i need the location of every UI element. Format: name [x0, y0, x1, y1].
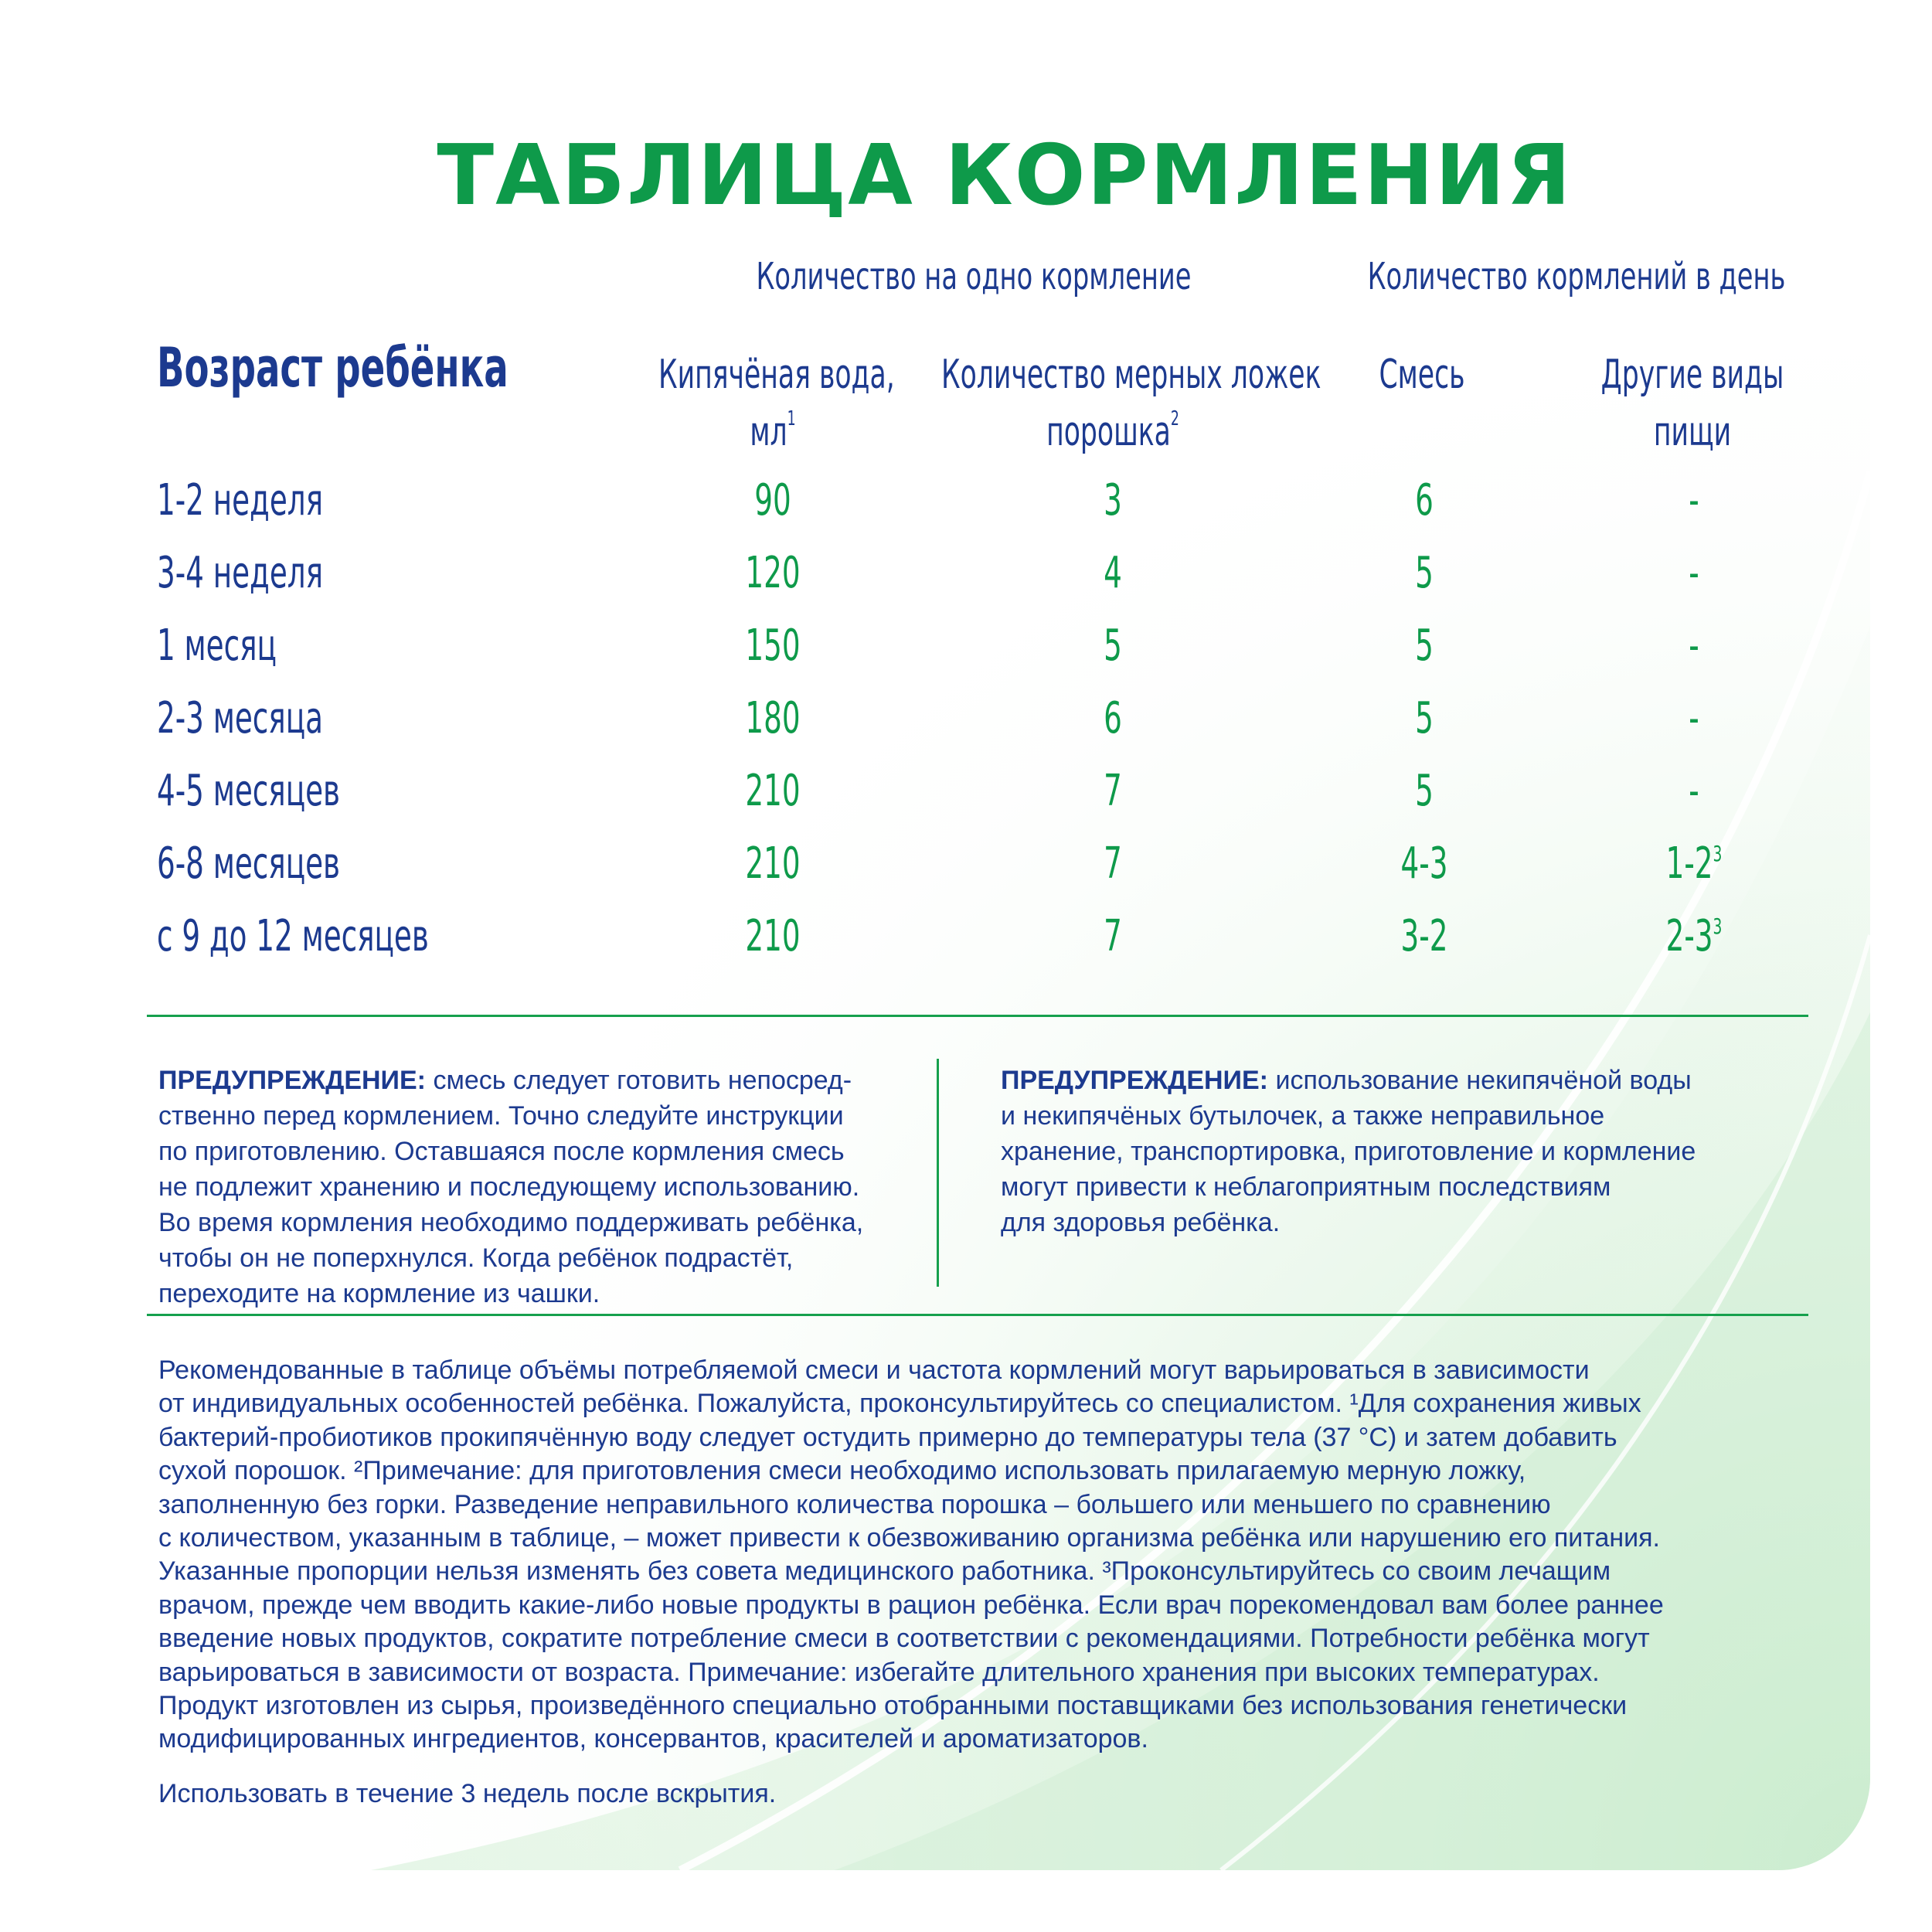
table-row — [0, 548, 1932, 621]
cell-spoons: 7 — [1104, 838, 1122, 889]
cell-other — [1608, 693, 1780, 743]
footnote-marker: 3 — [1713, 913, 1723, 939]
divider-vertical — [937, 1059, 939, 1287]
column-header-spoons-line1: Количество мерных ложек — [941, 352, 1321, 398]
cell-water: 180 — [745, 693, 801, 743]
cell-other — [1608, 475, 1780, 526]
cell-other-value: - — [1689, 475, 1699, 526]
warning-left — [158, 1063, 962, 1311]
footnote-line: Указанные пропорции нельзя изменять без совета медицинского работника. ³Проконсультируйтесь со своим лечащим — [158, 1556, 1611, 1587]
cell-water: 150 — [745, 621, 801, 671]
table-row — [0, 693, 1932, 766]
cell-formula: 4-3 — [1400, 838, 1448, 889]
warning-left-line: по приготовлению. Оставшаяся после кормления смесь — [158, 1137, 845, 1166]
cell-age: 2-3 месяца — [157, 693, 323, 743]
page-title: ТАБЛИЦА КОРМЛЕНИЯ — [437, 128, 1573, 224]
cell-formula: 6 — [1415, 475, 1434, 526]
usage-note: Использовать в течение 3 недель после вскрытия. — [158, 1779, 777, 1808]
group-header-per-feeding: Количество на одно кормление — [756, 255, 1192, 298]
cell-other-value: - — [1689, 693, 1699, 743]
warning-left-label: ПРЕДУПРЕЖДЕНИЕ: — [158, 1066, 426, 1095]
cell-age: 1 месяц — [157, 621, 277, 671]
warning-left-line: переходите на кормление из чашки. — [158, 1279, 600, 1308]
cell-water: 210 — [745, 766, 801, 816]
warning-left-line: ственно перед кормлением. Точно следуйте инструкции — [158, 1101, 844, 1131]
warning-left-line — [158, 1063, 962, 1098]
cell-other-value: 2-3 — [1665, 911, 1713, 961]
warning-left-text: смесь следует готовить непосред- — [426, 1066, 852, 1095]
warning-right-line: и некипячёных бутылочек, а также неправильное — [1001, 1101, 1605, 1131]
cell-spoons: 7 — [1104, 911, 1122, 961]
column-header-other-line2: пищи — [1653, 409, 1732, 455]
column-header-age: Возраст ребёнка — [157, 336, 509, 400]
cell-other-value: - — [1689, 548, 1699, 598]
cell-water: 90 — [754, 475, 791, 526]
column-header-spoons-word: порошка — [1046, 409, 1171, 455]
footnote-line: введение новых продуктов, сократите потребление смеси в соответствии с рекомендациями. Потребности ребёнка могут — [158, 1624, 1650, 1654]
table-row — [0, 621, 1932, 693]
column-header-formula: Смесь — [1379, 352, 1465, 398]
cell-spoons: 4 — [1104, 548, 1122, 598]
table-row — [0, 838, 1932, 911]
footnote-line: с количеством, указанным в таблице, – может привести к обезвоживанию организма ребёнка или нарушению его питания. — [158, 1523, 1660, 1553]
footnote-line: Продукт изготовлен из сырья, произведённого специально отобранными поставщиками без использования генетически — [158, 1691, 1628, 1721]
column-header-spoons — [941, 346, 1321, 461]
warning-right-line — [1001, 1063, 1820, 1098]
footnote-line: заполненную без горки. Разведение неправильного количества порошка – большего или меньшего по сравнению — [158, 1489, 1551, 1519]
footnote-line: Рекомендованные в таблице объёмы потребляемой смеси и частота кормлений могут варьироваться в зависимости — [158, 1355, 1590, 1385]
footnote-line: модифицированных ингредиентов, консервантов, красителей и ароматизаторов. — [158, 1724, 1148, 1754]
cell-spoons: 7 — [1104, 766, 1122, 816]
warning-right-line: для здоровья ребёнка. — [1001, 1208, 1281, 1237]
cell-spoons: 5 — [1104, 621, 1122, 671]
cell-formula: 5 — [1415, 548, 1434, 598]
cell-other — [1608, 911, 1780, 961]
warning-right-label: ПРЕДУПРЕЖДЕНИЕ: — [1001, 1066, 1268, 1095]
cell-formula: 5 — [1415, 766, 1434, 816]
cell-water: 210 — [745, 838, 801, 889]
warning-right — [1001, 1063, 1820, 1240]
column-header-water-unit: мл — [750, 409, 787, 455]
cell-age: 4-5 месяцев — [157, 766, 341, 816]
divider-bottom — [147, 1314, 1808, 1316]
warning-left-line: не подлежит хранению и последующему использованию. — [158, 1172, 860, 1202]
cell-other-value: - — [1689, 766, 1699, 816]
cell-other — [1608, 621, 1780, 671]
cell-other — [1608, 548, 1780, 598]
cell-age: с 9 до 12 месяцев — [157, 911, 429, 961]
column-header-water-line2 — [658, 403, 887, 461]
footnote-line: врачом, прежде чем вводить какие-либо новые продукты в рацион ребёнка. Если врач порекомендовал вам более раннее — [158, 1590, 1664, 1620]
column-header-water — [658, 346, 895, 461]
cell-water: 210 — [745, 911, 801, 961]
cell-age: 1-2 неделя — [157, 475, 324, 526]
cell-formula: 5 — [1415, 693, 1434, 743]
column-header-other-line1: Другие виды — [1600, 352, 1784, 398]
cell-age: 6-8 месяцев — [157, 838, 341, 889]
table-row — [0, 475, 1932, 548]
footnote-line: от индивидуальных особенностей ребёнка. Пожалуйста, проконсультируйтесь со специалистом. ¹Для сохранения живых — [158, 1389, 1641, 1419]
footnotes — [158, 1354, 1808, 1757]
footnote-line: варьироваться в зависимости от возраста. Примечание: избегайте длительного хранения при высоких температурах. — [158, 1657, 1600, 1687]
warning-left-line: чтобы он не поперхнулся. Когда ребёнок подрастёт, — [158, 1243, 794, 1273]
warning-left-line: Во время кормления необходимо поддерживать ребёнка, — [158, 1208, 864, 1237]
divider-top — [147, 1015, 1808, 1017]
footnote-marker: 2 — [1170, 407, 1179, 430]
table-row — [0, 911, 1932, 984]
footnote-marker: 1 — [787, 407, 796, 430]
cell-other — [1608, 838, 1780, 889]
cell-formula: 3-2 — [1400, 911, 1448, 961]
cell-water: 120 — [745, 548, 801, 598]
cell-formula: 5 — [1415, 621, 1434, 671]
footnote-line: бактерий-пробиотиков прокипячённую воду следует остудить примерно до температуры тела (37 °C) и затем добавить — [158, 1422, 1617, 1452]
cell-spoons: 6 — [1104, 693, 1122, 743]
warning-right-line: хранение, транспортировка, приготовление и кормление — [1001, 1137, 1696, 1166]
cell-spoons: 3 — [1104, 475, 1122, 526]
column-header-other — [1578, 346, 1807, 461]
cell-other-value: - — [1689, 621, 1699, 671]
table-row — [0, 766, 1932, 838]
cell-other-value: 1-2 — [1665, 838, 1713, 889]
footnote-line: сухой порошок. ²Примечание: для приготовления смеси необходимо использовать прилагаемую мерную ложку, — [158, 1456, 1526, 1486]
footnote-marker: 3 — [1713, 841, 1723, 866]
warning-right-text: использование некипячёной воды — [1268, 1066, 1692, 1095]
column-header-water-line1: Кипячёная вода, — [658, 352, 895, 398]
cell-age: 3-4 неделя — [157, 548, 324, 598]
cell-other — [1608, 766, 1780, 816]
column-header-spoons-line2 — [941, 403, 1284, 461]
group-header-per-day: Количество кормлений в день — [1367, 255, 1786, 298]
warning-right-line: могут привести к неблагоприятным последствиям — [1001, 1172, 1611, 1202]
